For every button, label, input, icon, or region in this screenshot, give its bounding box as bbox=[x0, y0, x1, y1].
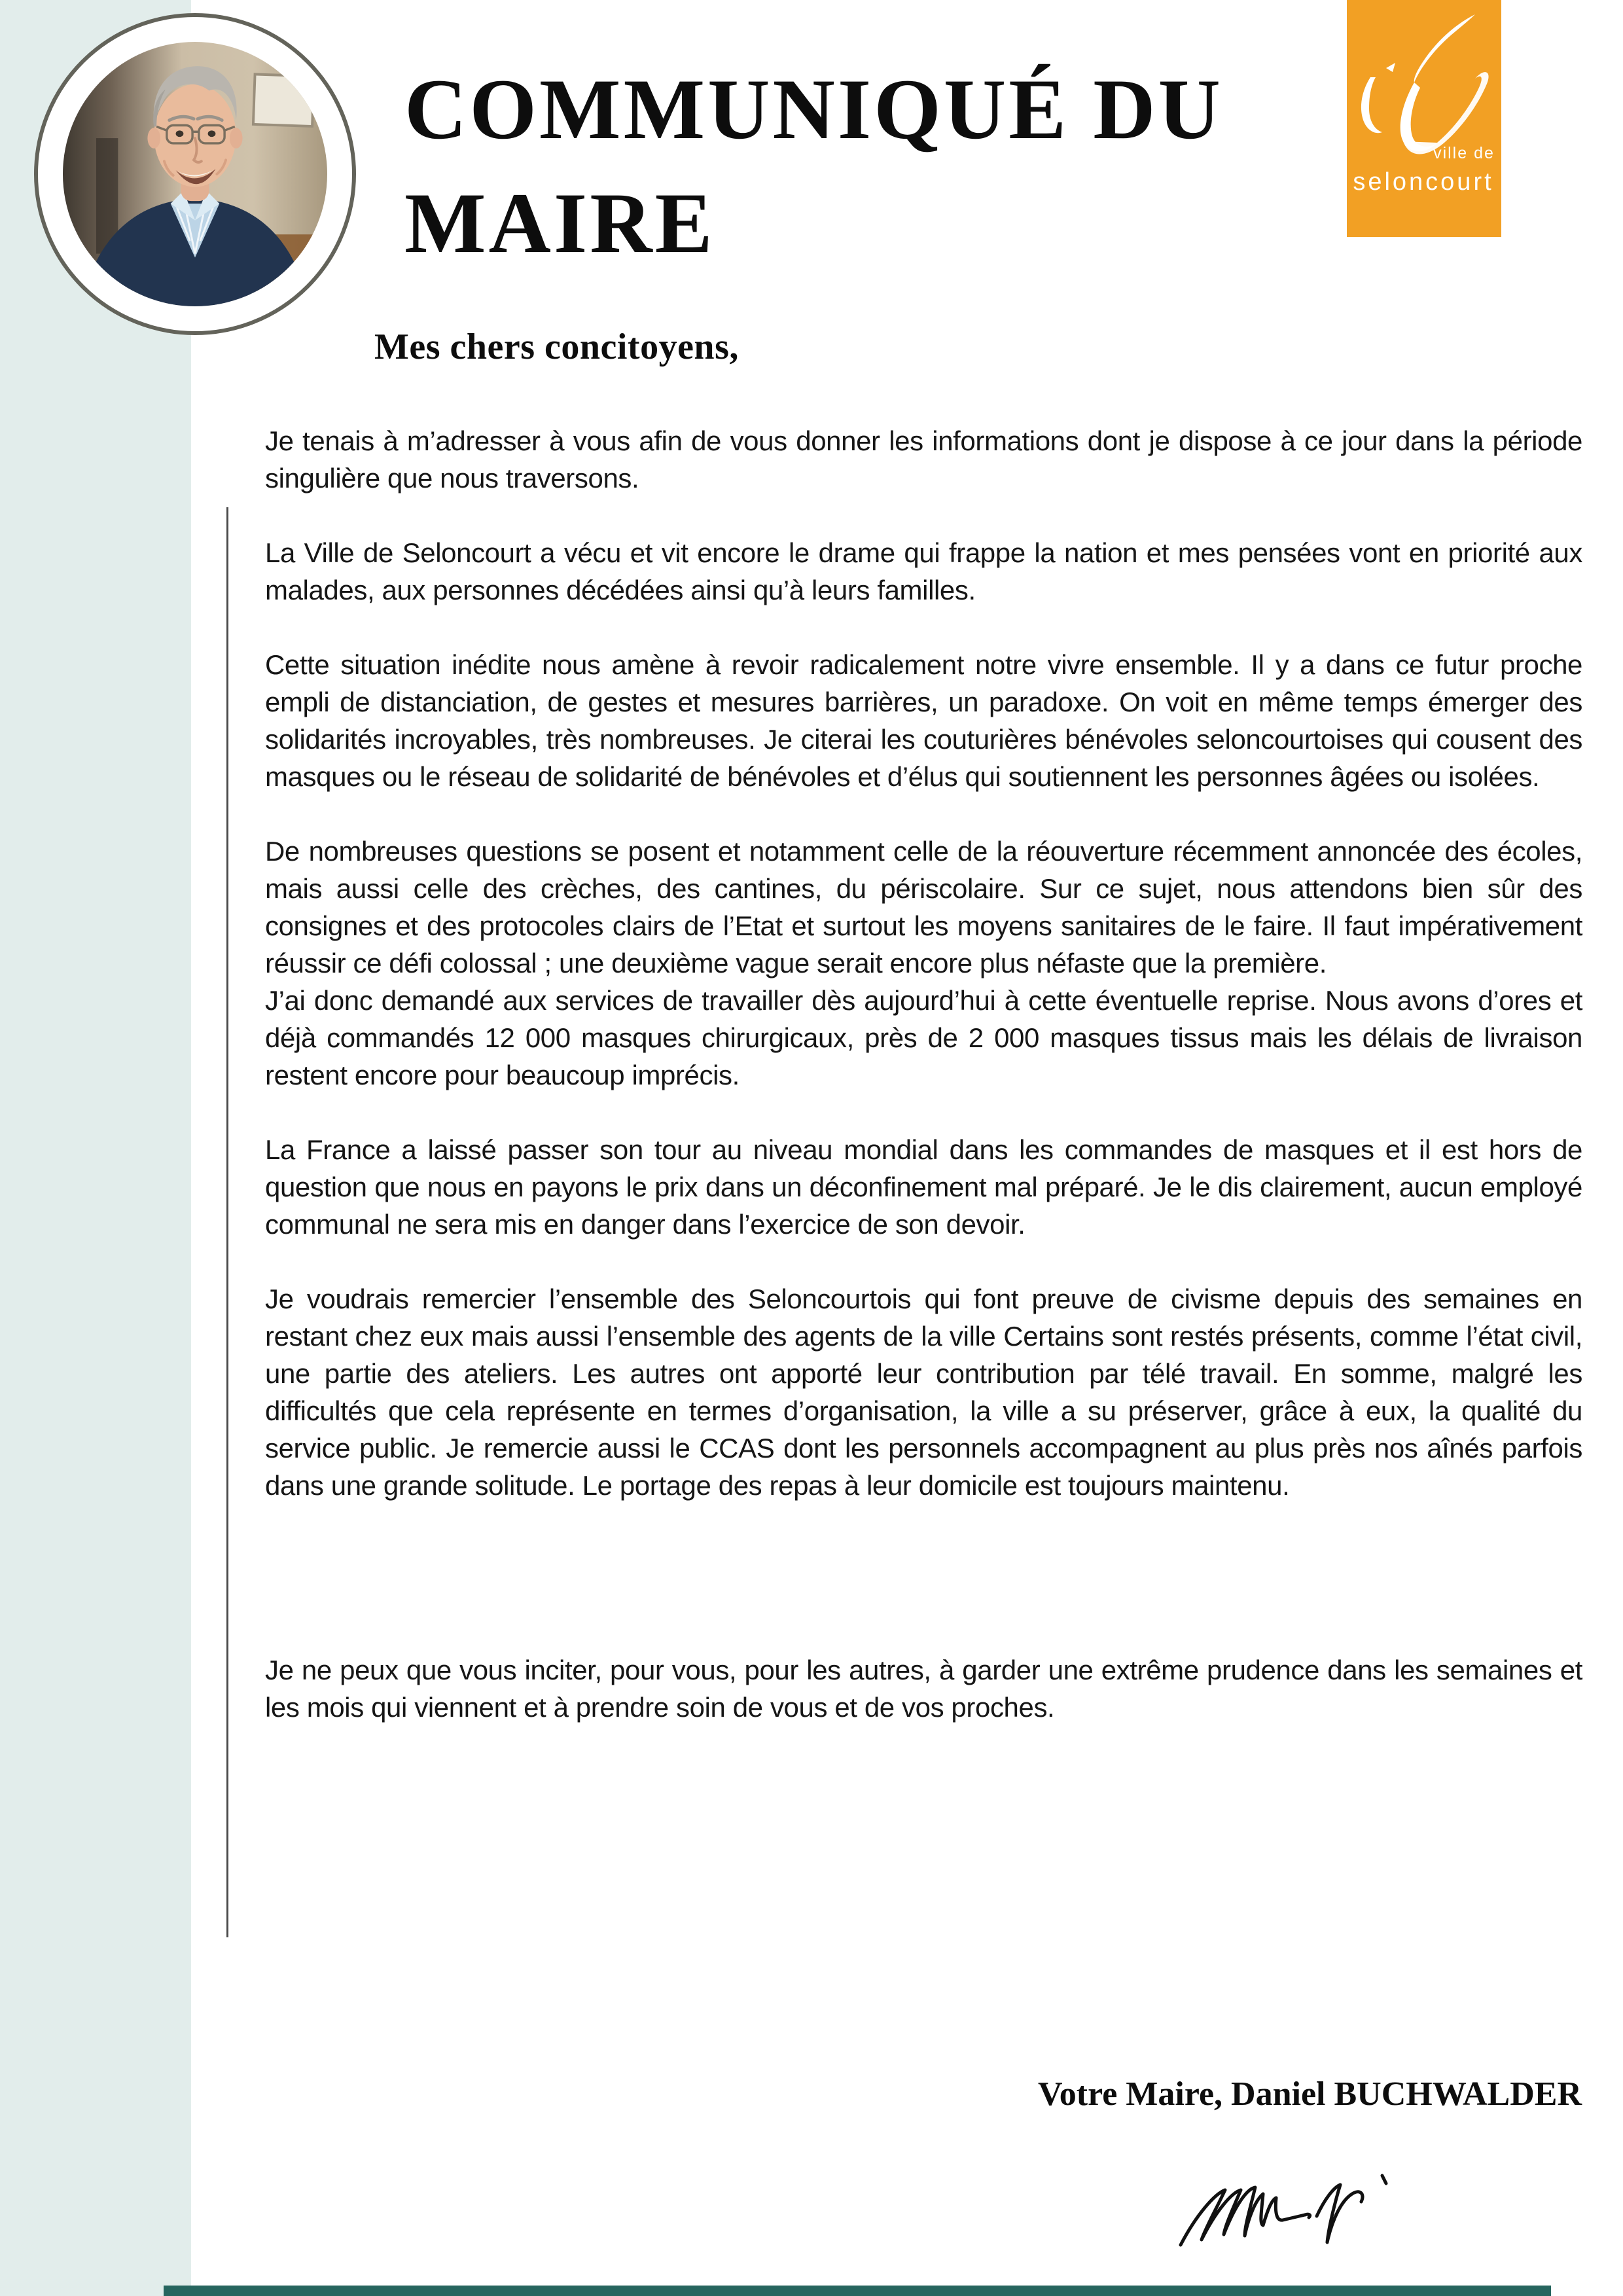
signature-icon bbox=[1171, 2160, 1394, 2271]
mayor-portrait-photo bbox=[63, 42, 327, 306]
letter-paragraph: J’ai donc demandé aux services de travailler dès aujourd’hui à cette éventuelle reprise. Nous avons d’ores et déjà commandés 12 000 masques chirurgicaux, près de 2 000 masques tissus mais les délais de livraison restent encore pour beaucoup imprécis. bbox=[265, 985, 1582, 1090]
signoff-text: Votre Maire, Daniel BUCHWALDER bbox=[1037, 2075, 1582, 2113]
salutation: Mes chers concitoyens, bbox=[374, 327, 739, 367]
mayor-photo-frame bbox=[34, 13, 356, 335]
letter-paragraph: Cette situation inédite nous amène à revoir radicalement notre vivre ensemble. Il y a dans ce futur proche empli de distanciation, de gestes et mesures barrières, un paradoxe. On voit en même temps émerger des solidarités incroyables, très nombreuses. Je citerai les couturières bénévoles seloncourtoises qui cousent des masques ou le réseau de solidarité de bénévoles et d’élus qui soutiennent les personnes âgées ou isolées. bbox=[265, 649, 1582, 792]
page-title-line1: COMMUNIQUÉ DU bbox=[404, 61, 1223, 157]
left-color-band bbox=[0, 0, 191, 2296]
letter-paragraph: Je tenais à m’adresser à vous afin de vous donner les informations dont je dispose à ce jour dans la période singulière que nous traversons. bbox=[265, 425, 1582, 493]
footer-bar bbox=[164, 2286, 1551, 2296]
margin-rule bbox=[226, 507, 228, 1937]
logo-small-text: ville de bbox=[1433, 144, 1495, 162]
seloncourt-logo bbox=[1347, 0, 1501, 237]
letter-paragraph: La Ville de Seloncourt a vécu et vit encore le drame qui frappe la nation et mes pensées vont en priorité aux malades, aux personnes décédées ainsi qu’à leurs familles. bbox=[265, 537, 1582, 605]
letter-paragraph: De nombreuses questions se posent et notamment celle de la réouverture récemment annoncée des écoles, mais aussi celle des crèches, des cantines, du périscolaire. Sur ce sujet, nous attendons bien sûr des consignes et des protocoles clairs de l’Etat et surtout les moyens sanitaires de le faire. Il faut impérativement réussir ce défi colossal ; une deuxième vague serait encore plus néfaste que la première. bbox=[265, 836, 1582, 978]
letter-body bbox=[265, 422, 1582, 1726]
letter-paragraph: Je voudrais remercier l’ensemble des Seloncourtois qui font preuve de civisme depuis des semaines en restant chez eux mais aussi l’ensemble des agents de la ville Certains sont restés présents, comme l’état civil, une partie des ateliers. Les autres ont apporté leur contribution par télé travail. En somme, malgré les difficultés que cela représente en termes d’organisation, la ville a su préserver, grâce à eux, la qualité du service public. Je remercie aussi le CCAS dont les personnels accompagnent au plus près nos aînés parfois dans une grande solitude. Le portage des repas à leur domicile est toujours maintenu. bbox=[265, 1283, 1582, 1501]
mayor-portrait-illustration bbox=[63, 42, 327, 306]
letter-paragraph: La France a laissé passer son tour au niveau mondial dans les commandes de masques et il est hors de question que nous en payons le prix dans un déconfinement mal préparé. Je le dis clairement, aucun employé communal ne sera mis en danger dans l’exercice de son devoir. bbox=[265, 1134, 1582, 1240]
letter-paragraph: Je ne peux que vous inciter, pour vous, pour les autres, à garder une extrême prudence dans les semaines et les mois qui viennent et à prendre soin de vous et de vos proches. bbox=[265, 1655, 1582, 1723]
page-title-line2: MAIRE bbox=[404, 175, 715, 272]
logo-big-text: seloncourt bbox=[1353, 168, 1494, 196]
page-title bbox=[404, 52, 1223, 280]
seloncourt-logo-graphic bbox=[1347, 0, 1501, 237]
